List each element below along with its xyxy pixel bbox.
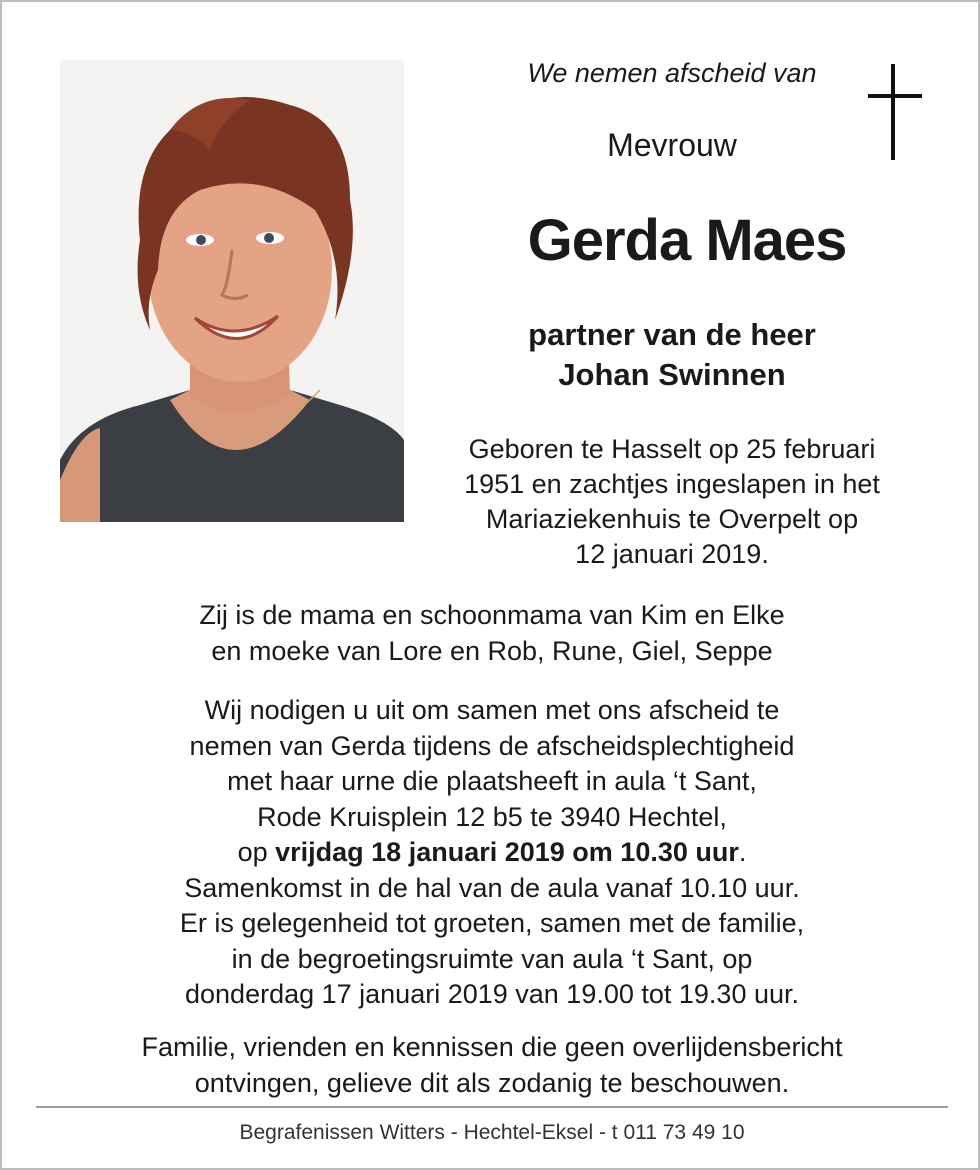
invite-line: in de begroetingsruimte van aula ‘t Sant, op (231, 943, 753, 974)
family-line: en moeke van Lore en Rob, Rune, Giel, Seppe (211, 635, 773, 666)
invite-line: Er is gelegenheid tot groeten, samen met de familie, (179, 908, 805, 938)
honorific: Mevrouw (607, 127, 737, 163)
closing-line: ontvingen, gelieve dit als zodanig te beschouwen. (194, 1067, 790, 1098)
ceremony-date-line (42, 835, 942, 871)
birth-line: 1951 en zachtjes ingeslapen in het (464, 469, 880, 499)
closing-block (42, 1030, 942, 1101)
invite-line: nemen van Gerda tijdens de afscheidsplechtigheid (189, 730, 795, 761)
birth-line: Mariaziekenhuis te Overpelt op (485, 504, 859, 534)
funeral-home-footer: Begrafenissen Witters - Hechtel-Eksel - t 011 73 49 10 (239, 1121, 745, 1144)
family-block (42, 598, 942, 669)
partner-line: partner van de heer (528, 317, 816, 352)
deceased-name: Gerda Maes (527, 208, 847, 273)
partner-block (422, 315, 922, 395)
birth-line: 12 januari 2019. (575, 539, 769, 569)
ceremony-date: vrijdag 18 januari 2019 om 10.30 uur (275, 837, 739, 867)
invite-line: met haar urne die plaatsheeft in aula ‘t Sant, (227, 766, 757, 796)
portrait-photo (60, 60, 404, 522)
invite-line: Wij nodigen u uit om samen met ons afscheid te (204, 695, 780, 725)
birth-line: Geboren te Hasselt op 25 februari (468, 434, 876, 464)
footer-divider (36, 1106, 948, 1108)
partner-name: Johan Swinnen (558, 357, 786, 392)
closing-line: Familie, vrienden en kennissen die geen overlijdensbericht (141, 1032, 843, 1062)
date-prefix: op (237, 837, 276, 867)
invite-line: Samenkomst in de hal van de aula vanaf 10.10 uur. (184, 872, 800, 903)
intro-text: We nemen afscheid van (527, 58, 817, 88)
family-line: Zij is de mama en schoonmama van Kim en Elke (199, 600, 785, 630)
portrait-illustration (60, 60, 404, 522)
date-suffix: . (738, 837, 747, 867)
invite-line: donderdag 17 januari 2019 van 19.00 tot 19.30 uur. (185, 979, 799, 1009)
invite-line: Rode Kruisplein 12 b5 te 3940 Hechtel, (257, 801, 727, 832)
invitation-block (42, 693, 942, 1013)
birth-block (422, 432, 922, 572)
